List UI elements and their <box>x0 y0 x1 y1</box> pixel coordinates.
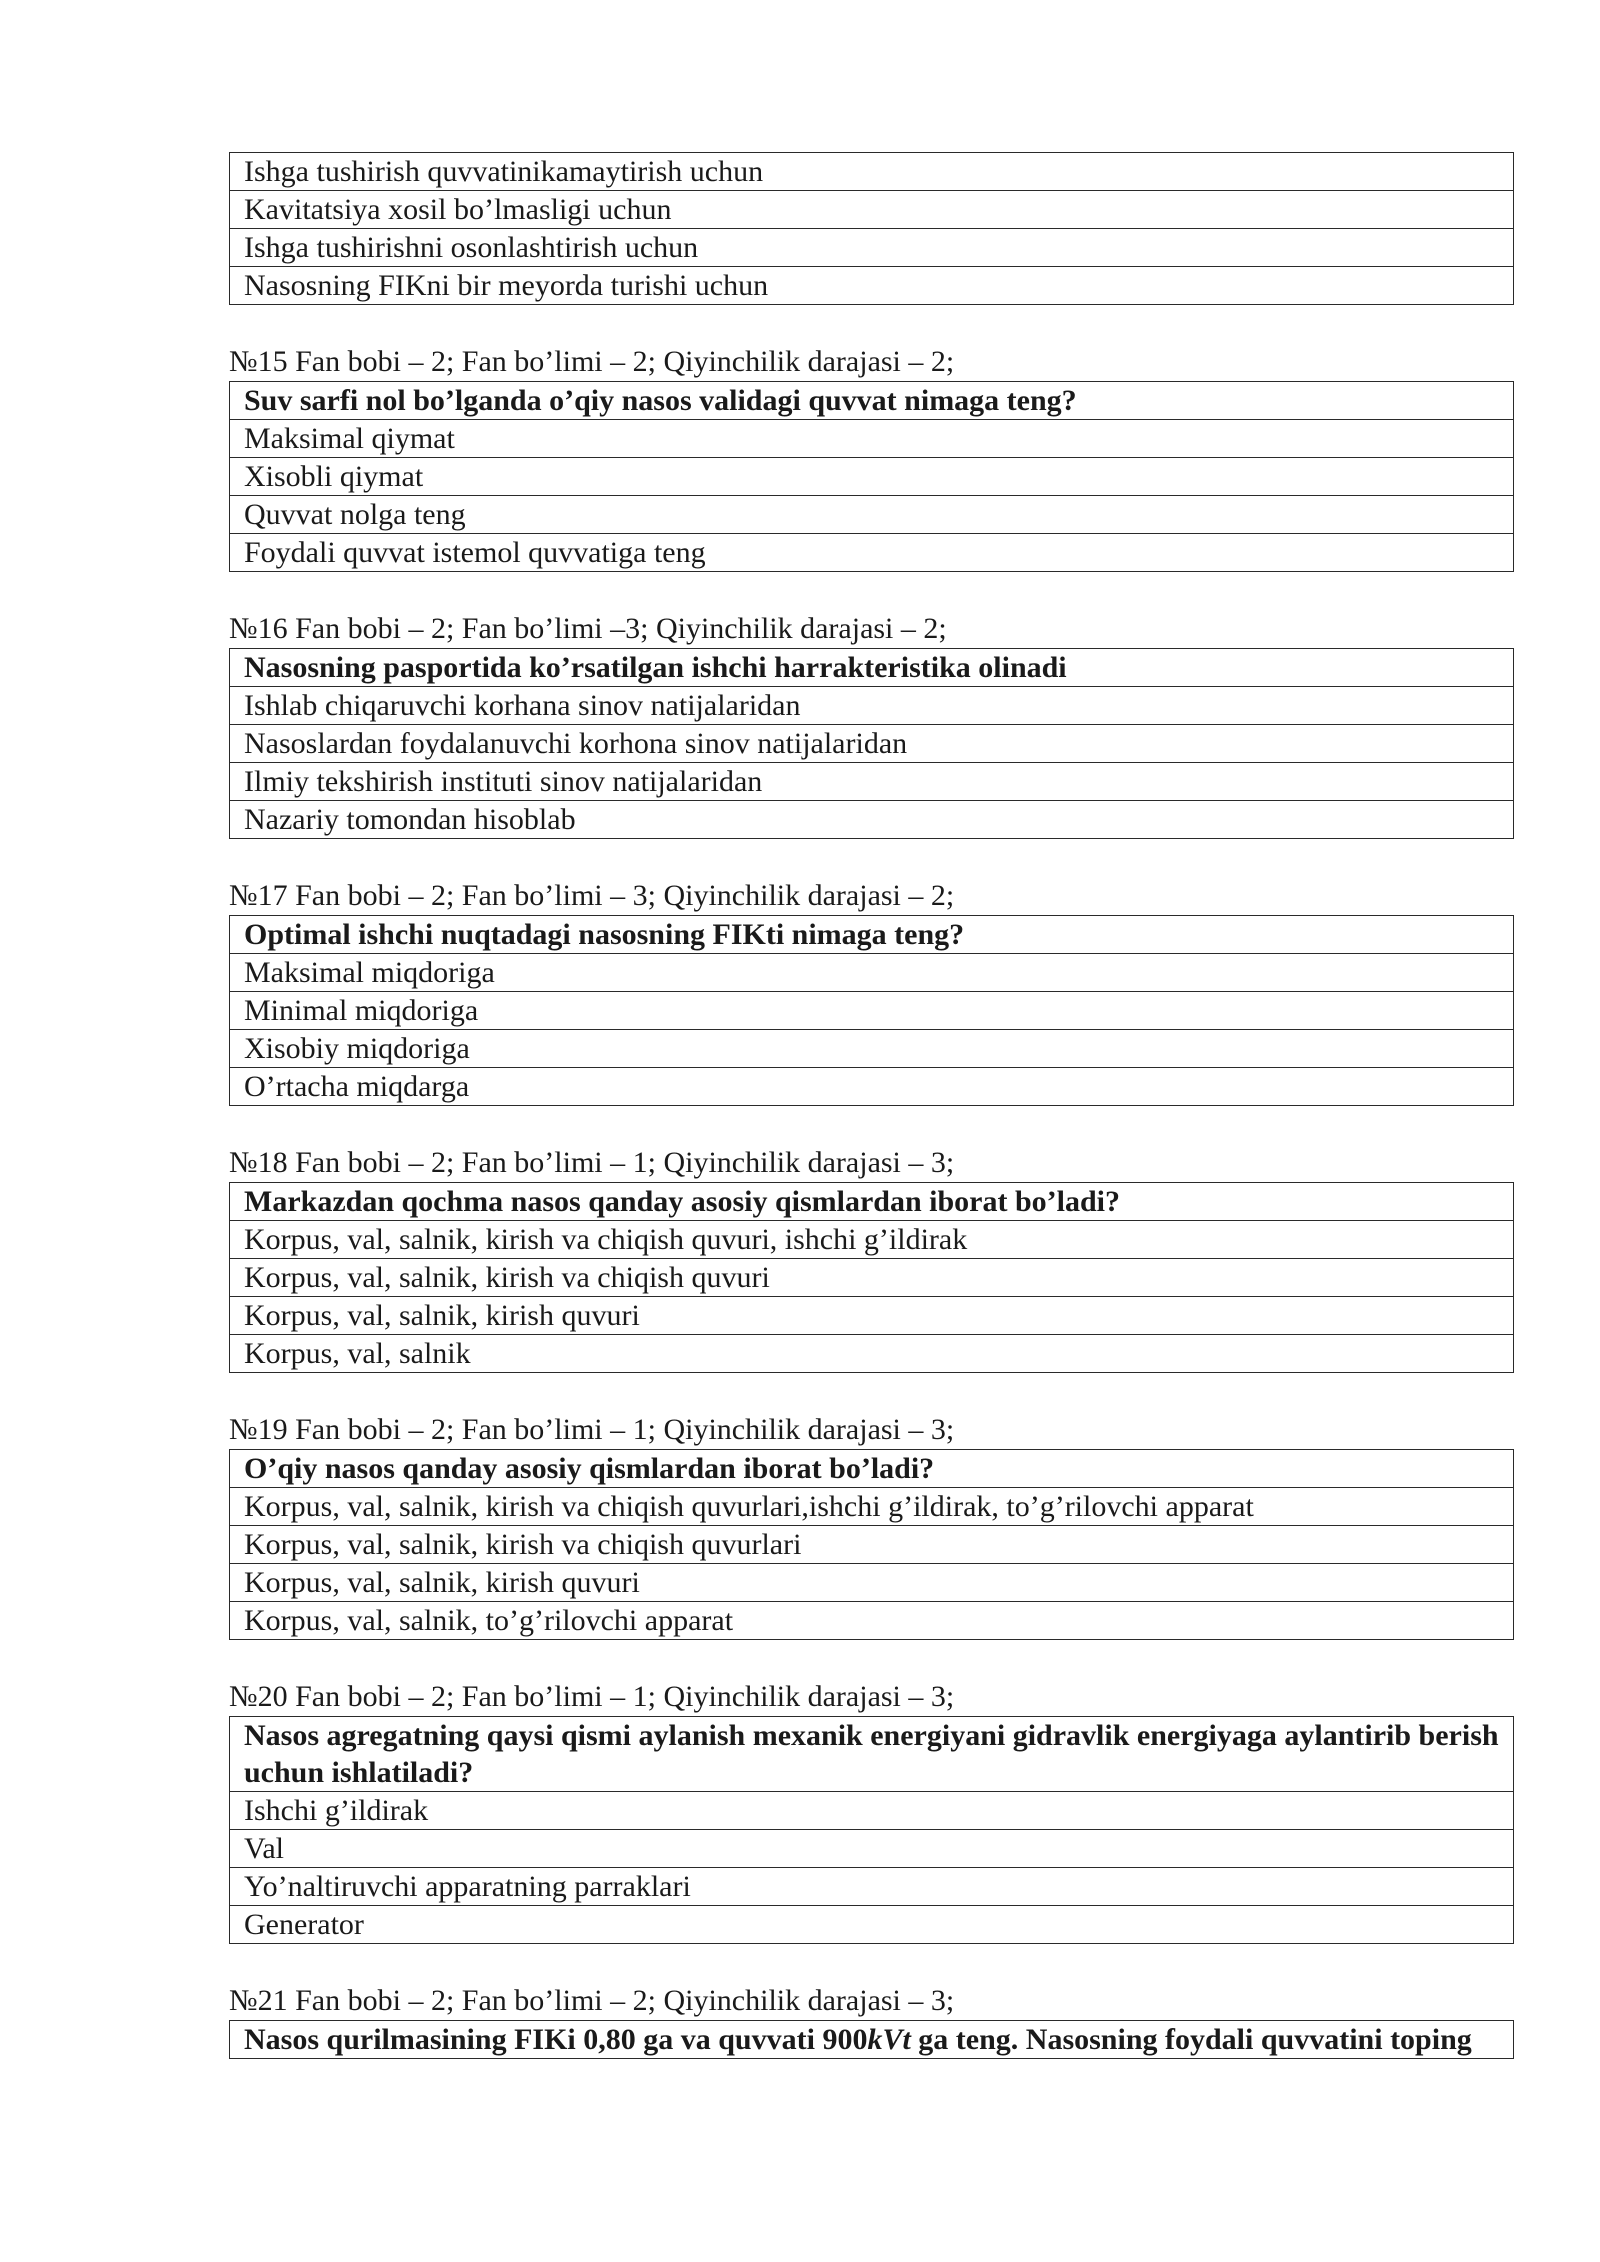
answer-option: Korpus, val, salnik <box>230 1335 1514 1373</box>
question-meta: №15 Fan bobi – 2; Fan bo’limi – 2; Qiyinchilik darajasi – 2; <box>229 345 955 378</box>
answer-option: Ishlab chiqaruvchi korhana sinov natijalaridan <box>230 687 1514 725</box>
answer-row <box>230 191 1514 229</box>
answer-option: Maksimal qiymat <box>230 420 1514 458</box>
question-row <box>230 2021 1514 2059</box>
answer-row <box>230 1868 1514 1906</box>
answer-row <box>230 1830 1514 1868</box>
answer-option: Korpus, val, salnik, kirish quvuri <box>230 1297 1514 1335</box>
answer-row <box>230 229 1514 267</box>
question-meta: №21 Fan bobi – 2; Fan bo’limi – 2; Qiyinchilik darajasi – 3; <box>229 1984 955 2017</box>
answer-option: Generator <box>230 1906 1514 1944</box>
question-block-20 <box>229 1678 1514 1944</box>
question-row <box>230 649 1514 687</box>
answer-row <box>230 1792 1514 1830</box>
answer-option: Korpus, val, salnik, kirish va chiqish quvuri <box>230 1259 1514 1297</box>
answer-row <box>230 1221 1514 1259</box>
answer-row <box>230 267 1514 305</box>
answer-row <box>230 458 1514 496</box>
answer-row <box>230 725 1514 763</box>
answer-row <box>230 1068 1514 1106</box>
answer-option: Ishga tushirish quvvatinikamaytirish uchun <box>230 153 1514 191</box>
question-text: Optimal ishchi nuqtadagi nasosning FIKti nimaga teng? <box>230 916 1514 954</box>
question-table <box>229 915 1514 1106</box>
question-row <box>230 1717 1514 1792</box>
answer-row <box>230 1030 1514 1068</box>
answer-option: Foydali quvvat istemol quvvatiga teng <box>230 534 1514 572</box>
answer-option: Kavitatsiya xosil bo’lmasligi uchun <box>230 191 1514 229</box>
question-text-part-1: Nasos qurilmasining FIKi 0,80 ga va quvvati 900 <box>244 2023 868 2056</box>
question-meta: №20 Fan bobi – 2; Fan bo’limi – 1; Qiyinchilik darajasi – 3; <box>229 1680 955 1713</box>
question-meta: №17 Fan bobi – 2; Fan bo’limi – 3; Qiyinchilik darajasi – 2; <box>229 879 955 912</box>
answer-option: Ilmiy tekshirish instituti sinov natijalaridan <box>230 763 1514 801</box>
answer-row <box>230 534 1514 572</box>
question-table <box>229 1716 1514 1944</box>
question-row <box>230 916 1514 954</box>
answer-option: Nasosning FIKni bir meyorda turishi uchun <box>230 267 1514 305</box>
answer-row <box>230 496 1514 534</box>
answer-option: Val <box>230 1830 1514 1868</box>
answer-option: Korpus, val, salnik, kirish va chiqish quvurlari,ishchi g’ildirak, to’g’rilovchi apparat <box>230 1488 1514 1526</box>
answer-option: Nazariy tomondan hisoblab <box>230 801 1514 839</box>
question-table <box>229 2020 1514 2059</box>
answer-row <box>230 992 1514 1030</box>
question-text: Nasos agregatning qaysi qismi aylanish mexanik energiyani gidravlik energiyaga aylantirib berish uchun ishlatiladi? <box>230 1717 1514 1792</box>
answer-option: Xisobiy miqdoriga <box>230 1030 1514 1068</box>
answer-row <box>230 153 1514 191</box>
answer-row <box>230 687 1514 725</box>
question-block-18 <box>229 1144 1514 1373</box>
question-row <box>230 1183 1514 1221</box>
answer-row <box>230 420 1514 458</box>
answer-option: Minimal miqdoriga <box>230 992 1514 1030</box>
question-table <box>229 1182 1514 1373</box>
question-table <box>229 648 1514 839</box>
answer-row <box>230 1259 1514 1297</box>
question-block-21 <box>229 1982 1514 2059</box>
answer-option: Quvvat nolga teng <box>230 496 1514 534</box>
question-table <box>229 1449 1514 1640</box>
answer-row <box>230 801 1514 839</box>
question-text-part-2: ga teng. Nasosning foydali quvvatini toping <box>910 2023 1472 2056</box>
answer-option: Ishchi g’ildirak <box>230 1792 1514 1830</box>
question-text: Markazdan qochma nasos qanday asosiy qismlardan iborat bo’ladi? <box>230 1183 1514 1221</box>
answer-option: Korpus, val, salnik, kirish quvuri <box>230 1564 1514 1602</box>
answer-row <box>230 1526 1514 1564</box>
answer-row <box>230 1335 1514 1373</box>
question-text: O’qiy nasos qanday asosiy qismlardan iborat bo’ladi? <box>230 1450 1514 1488</box>
question-block-15 <box>229 343 1514 572</box>
answer-option: Nasoslardan foydalanuvchi korhona sinov natijalaridan <box>230 725 1514 763</box>
question-meta: №19 Fan bobi – 2; Fan bo’limi – 1; Qiyinchilik darajasi – 3; <box>229 1413 955 1446</box>
question-meta: №16 Fan bobi – 2; Fan bo’limi –3; Qiyinchilik darajasi – 2; <box>229 612 947 645</box>
answer-option: Korpus, val, salnik, kirish va chiqish quvurlari <box>230 1526 1514 1564</box>
answer-option: Korpus, val, salnik, to’g’rilovchi apparat <box>230 1602 1514 1640</box>
answer-row <box>230 1564 1514 1602</box>
answer-option: Korpus, val, salnik, kirish va chiqish quvuri, ishchi g’ildirak <box>230 1221 1514 1259</box>
question-block-16 <box>229 610 1514 839</box>
question-meta: №18 Fan bobi – 2; Fan bo’limi – 1; Qiyinchilik darajasi – 3; <box>229 1146 955 1179</box>
answer-option: Yo’naltiruvchi apparatning parraklari <box>230 1868 1514 1906</box>
question-text: Suv sarfi nol bo’lganda o’qiy nasos validagi quvvat nimaga teng? <box>230 382 1514 420</box>
question-text <box>230 2021 1514 2059</box>
answer-row <box>230 1297 1514 1335</box>
answer-option: O’rtacha miqdarga <box>230 1068 1514 1106</box>
answer-row <box>230 1602 1514 1640</box>
answer-row <box>230 1488 1514 1526</box>
answer-option: Maksimal miqdoriga <box>230 954 1514 992</box>
answer-row <box>230 763 1514 801</box>
answer-row <box>230 1906 1514 1944</box>
answer-table <box>229 152 1514 305</box>
question-block-14-continuation <box>229 152 1514 305</box>
answer-option: Ishga tushirishni osonlashtirish uchun <box>230 229 1514 267</box>
answer-option: Xisobli qiymat <box>230 458 1514 496</box>
unit-kvt: kVt <box>867 2023 911 2056</box>
question-block-19 <box>229 1411 1514 1640</box>
question-row <box>230 382 1514 420</box>
question-block-17 <box>229 877 1514 1106</box>
document-page <box>229 152 1514 2059</box>
question-table <box>229 381 1514 572</box>
question-text: Nasosning pasportida ko’rsatilgan ishchi harrakteristika olinadi <box>230 649 1514 687</box>
answer-row <box>230 954 1514 992</box>
question-row <box>230 1450 1514 1488</box>
